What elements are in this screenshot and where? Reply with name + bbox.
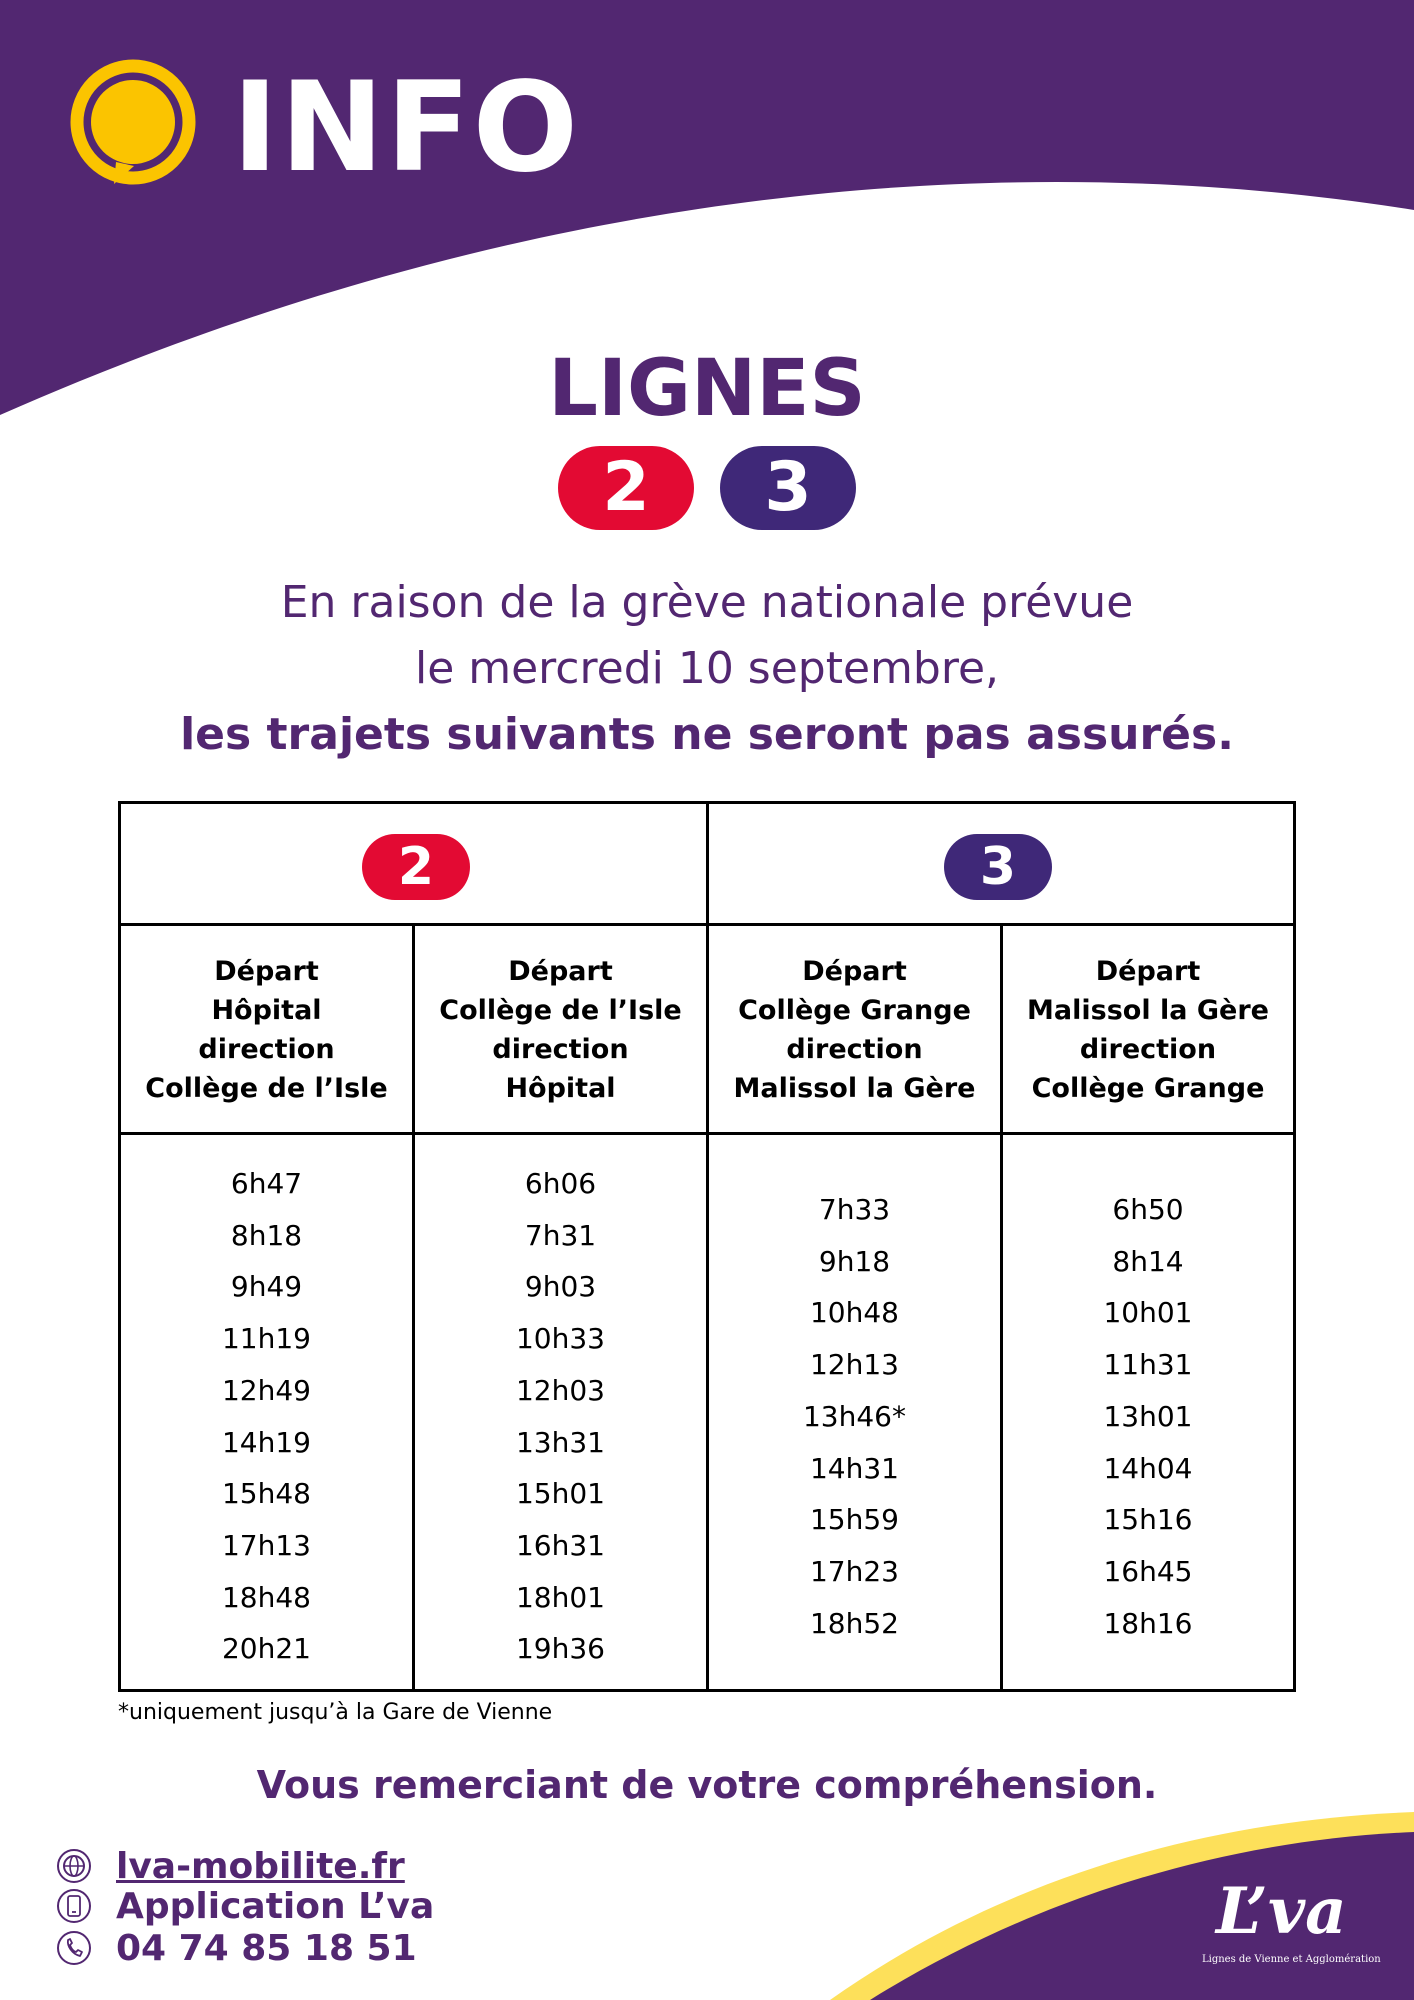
phone-number[interactable]: 04 74 85 18 51 (116, 1928, 417, 1969)
speech-bubble-icon (66, 58, 204, 196)
times-column-4 (1003, 1184, 1293, 1649)
time-cell: 15h48 (221, 1477, 311, 1511)
time-cell: 9h49 (230, 1270, 303, 1304)
website-link[interactable]: lva-mobilite.fr (116, 1846, 405, 1887)
header-line: Hôpital (505, 1073, 616, 1104)
header-line: Malissol la Gère (1027, 995, 1269, 1026)
header-line: Départ (214, 956, 319, 987)
intro-line-1: En raison de la grève nationale prévue (280, 577, 1134, 628)
column-header-3 (709, 926, 1000, 1134)
header-line: Départ (802, 956, 907, 987)
time-cell: 12h49 (221, 1373, 311, 1407)
lines-title: LIGNES (548, 344, 866, 434)
time-cell: 9h18 (818, 1244, 891, 1278)
line-3-badge: 3 (720, 446, 856, 530)
time-cell: 10h01 (1103, 1296, 1193, 1330)
phone-icon (56, 1930, 92, 1966)
table-line-2-badge: 2 (362, 834, 470, 900)
times-column-3 (709, 1184, 1000, 1649)
intro-line-3: les trajets suivants ne seront pas assurés. (180, 709, 1234, 760)
header-line: direction (1079, 1034, 1217, 1065)
header-line: Collège de l’Isle (439, 995, 682, 1026)
time-cell: 14h31 (809, 1451, 899, 1485)
time-cell: 13h01 (1103, 1399, 1193, 1433)
time-cell: 6h06 (524, 1167, 597, 1200)
schedule-table (118, 801, 1296, 1692)
header-line: Malissol la Gère (733, 1073, 976, 1104)
time-cell: 15h59 (809, 1503, 899, 1537)
header-line: Collège Grange (1031, 1073, 1265, 1104)
time-cell: 12h03 (515, 1373, 605, 1407)
globe-icon (56, 1848, 92, 1884)
lva-logo (1196, 1874, 1381, 1970)
time-cell: 7h31 (524, 1218, 597, 1252)
column-header-4 (1003, 926, 1293, 1134)
column-header-1 (121, 926, 412, 1134)
time-cell: 12h13 (809, 1348, 899, 1382)
time-cell: 18h52 (809, 1606, 899, 1640)
time-cell: 6h50 (1112, 1193, 1184, 1226)
header-line: direction (492, 1034, 629, 1065)
header-line: Hôpital (211, 995, 322, 1026)
time-cell: 13h31 (515, 1425, 605, 1459)
time-cell: 16h45 (1103, 1554, 1193, 1588)
time-cell: 6h47 (230, 1167, 303, 1200)
header-line: direction (198, 1034, 335, 1065)
footnote: *uniquement jusqu’à la Gare de Vienne (118, 1700, 553, 1725)
table-line-3-badge: 3 (944, 834, 1052, 900)
thanks-message: Vous remerciant de votre compréhension. (256, 1763, 1158, 1807)
time-cell: 11h19 (221, 1322, 311, 1356)
times-column-2 (415, 1158, 706, 1675)
column-header-2 (415, 926, 706, 1134)
time-cell: 7h33 (818, 1193, 891, 1226)
time-cell: 11h31 (1103, 1348, 1193, 1382)
app-name: Application L’va (116, 1886, 435, 1927)
time-cell: 16h31 (515, 1528, 605, 1562)
header-line: direction (786, 1034, 923, 1065)
time-cell: 17h13 (221, 1528, 311, 1562)
time-cell: 8h18 (230, 1218, 303, 1252)
logo-name: L’va (1216, 1874, 1347, 1949)
time-cell: 14h04 (1103, 1451, 1193, 1485)
line-2-badge: 2 (558, 446, 694, 530)
time-cell: 15h16 (1103, 1503, 1193, 1537)
info-title: INFO (232, 56, 581, 200)
logo-tagline: Lignes de Vienne et Agglomération (1202, 1954, 1381, 1965)
header-line: Départ (508, 956, 613, 987)
time-cell: 18h01 (515, 1580, 605, 1614)
time-cell: 14h19 (221, 1425, 311, 1459)
time-cell: 18h16 (1103, 1606, 1193, 1640)
time-cell: 17h23 (809, 1554, 899, 1588)
phone-app-icon (56, 1888, 92, 1924)
time-cell: 10h33 (515, 1322, 605, 1356)
time-cell: 20h21 (221, 1632, 311, 1666)
intro-line-2: le mercredi 10 septembre, (414, 643, 1000, 694)
time-cell: 10h48 (809, 1296, 899, 1330)
times-column-1 (121, 1158, 412, 1675)
time-cell: 8h14 (1112, 1244, 1184, 1278)
time-cell: 19h36 (515, 1632, 605, 1666)
time-cell: 9h03 (524, 1270, 597, 1304)
header-line: Collège Grange (738, 995, 971, 1026)
time-cell: 13h46* (802, 1399, 906, 1433)
time-cell: 18h48 (221, 1580, 311, 1614)
header-line: Collège de l’Isle (145, 1073, 388, 1104)
header-line: Départ (1095, 956, 1201, 987)
time-cell: 15h01 (515, 1477, 605, 1511)
